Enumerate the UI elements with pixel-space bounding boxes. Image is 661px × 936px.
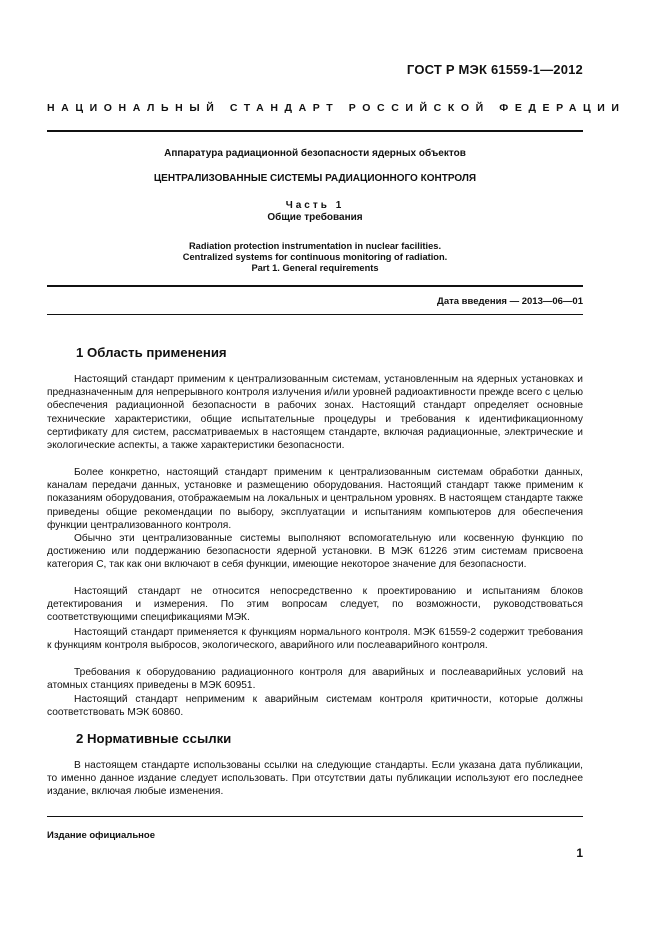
english-title-line: Centralized systems for continuous monitoring of radiation. [182,252,448,262]
date-divider [47,314,583,315]
paragraph: Настоящий стандарт неприменим к аварийным системам контроля критичности, которые должны соответствовать МЭК 60860. [47,694,583,719]
header-divider [47,130,583,132]
section-title: 2 Нормативные ссылки [76,731,232,746]
part-label: Часть 1 [285,200,345,211]
english-title-line: Part 1. General requirements [251,263,379,273]
paragraph: Настоящий стандарт не относится непосредственно к проектированию и испытаниям блоков детектирования и измерения. По этим вопросам следует, по возможности, руководствоваться соответствующими спецификациями МЭК. [47,586,583,624]
part-title: Общие требования [267,212,363,223]
main-title: ЦЕНТРАЛИЗОВАННЫЕ СИСТЕМЫ РАДИАЦИОННОГО КОНТРОЛЯ [153,173,477,184]
paragraph: В настоящем стандарте использованы ссылки на следующие стандарты. Если указана дата публикации, то именно данное издание следует использовать. При отсутствии даты публикации используют его последнее издание, включая любые изменения. [47,760,583,798]
paragraph: Настоящий стандарт применим к централизованным системам, установленным на ядерных установках и предназначенным для непрерывного контроля излучения и/или уровней радиоактивности прежде всего с целью обеспечения радиационной безопасности в рабочих зонах. Настоящий стандарт определяет основные технические характеристики, общие испытательные процедуры и требования к идентификационному сертификату для систем, рассматриваемых в настоящем стандарте, включая радиационные, электрические и экологические аспекты, а также характеристики безопасности. [47,374,583,452]
official-edition-note: Издание официальное [47,830,155,841]
paragraph: Более конкретно, настоящий стандарт применим к централизованным системам обработки данных, каналам передачи данных, установке и размещению оборудования. Настоящий стандарт также применим к показаниям оборудования, отображаемым на локальных и центральном уровнях. В настоящем стандарте также приведены общие рекомендации по выбору, эксплуатации и испытаниям компьютеров для обеспечения функции централизованного контроля. [47,467,583,531]
english-title-line: Radiation protection instrumentation in nuclear facilities. [188,241,442,251]
paragraph: Требования к оборудованию радиационного контроля для аварийных и послеаварийных условий на атомных станциях приведены в МЭК 60951. [47,667,583,692]
section-title: 1 Область применения [76,345,227,360]
title-divider [47,285,583,287]
paragraph: Настоящий стандарт применяется к функциям нормального контроля. МЭК 61559-2 содержит требования к функциям контроля выбросов, экологического, аварийного или послеаварийного контроля. [47,627,583,652]
subtitle: Аппаратура радиационной безопасности ядерных объектов [164,148,466,159]
introduction-date: Дата введения — 2013—06—01 [437,296,583,307]
national-standard-title: НАЦИОНАЛЬНЫЙ СТАНДАРТ РОССИЙСКОЙ ФЕДЕРАЦИИ [47,102,626,114]
paragraph: Обычно эти централизованные системы выполняют вспомогательную или косвенную функцию по достижению или поддержанию безопасности ядерной установки. В МЭК 61226 этим системам присвоена категория С, так как они включают в себя функции, имеющие некоторое значение для безопасности. [47,533,583,571]
page-number: 1 [576,846,583,860]
footer-divider [47,816,583,817]
doc-number: ГОСТ Р МЭК 61559-1—2012 [406,62,583,77]
